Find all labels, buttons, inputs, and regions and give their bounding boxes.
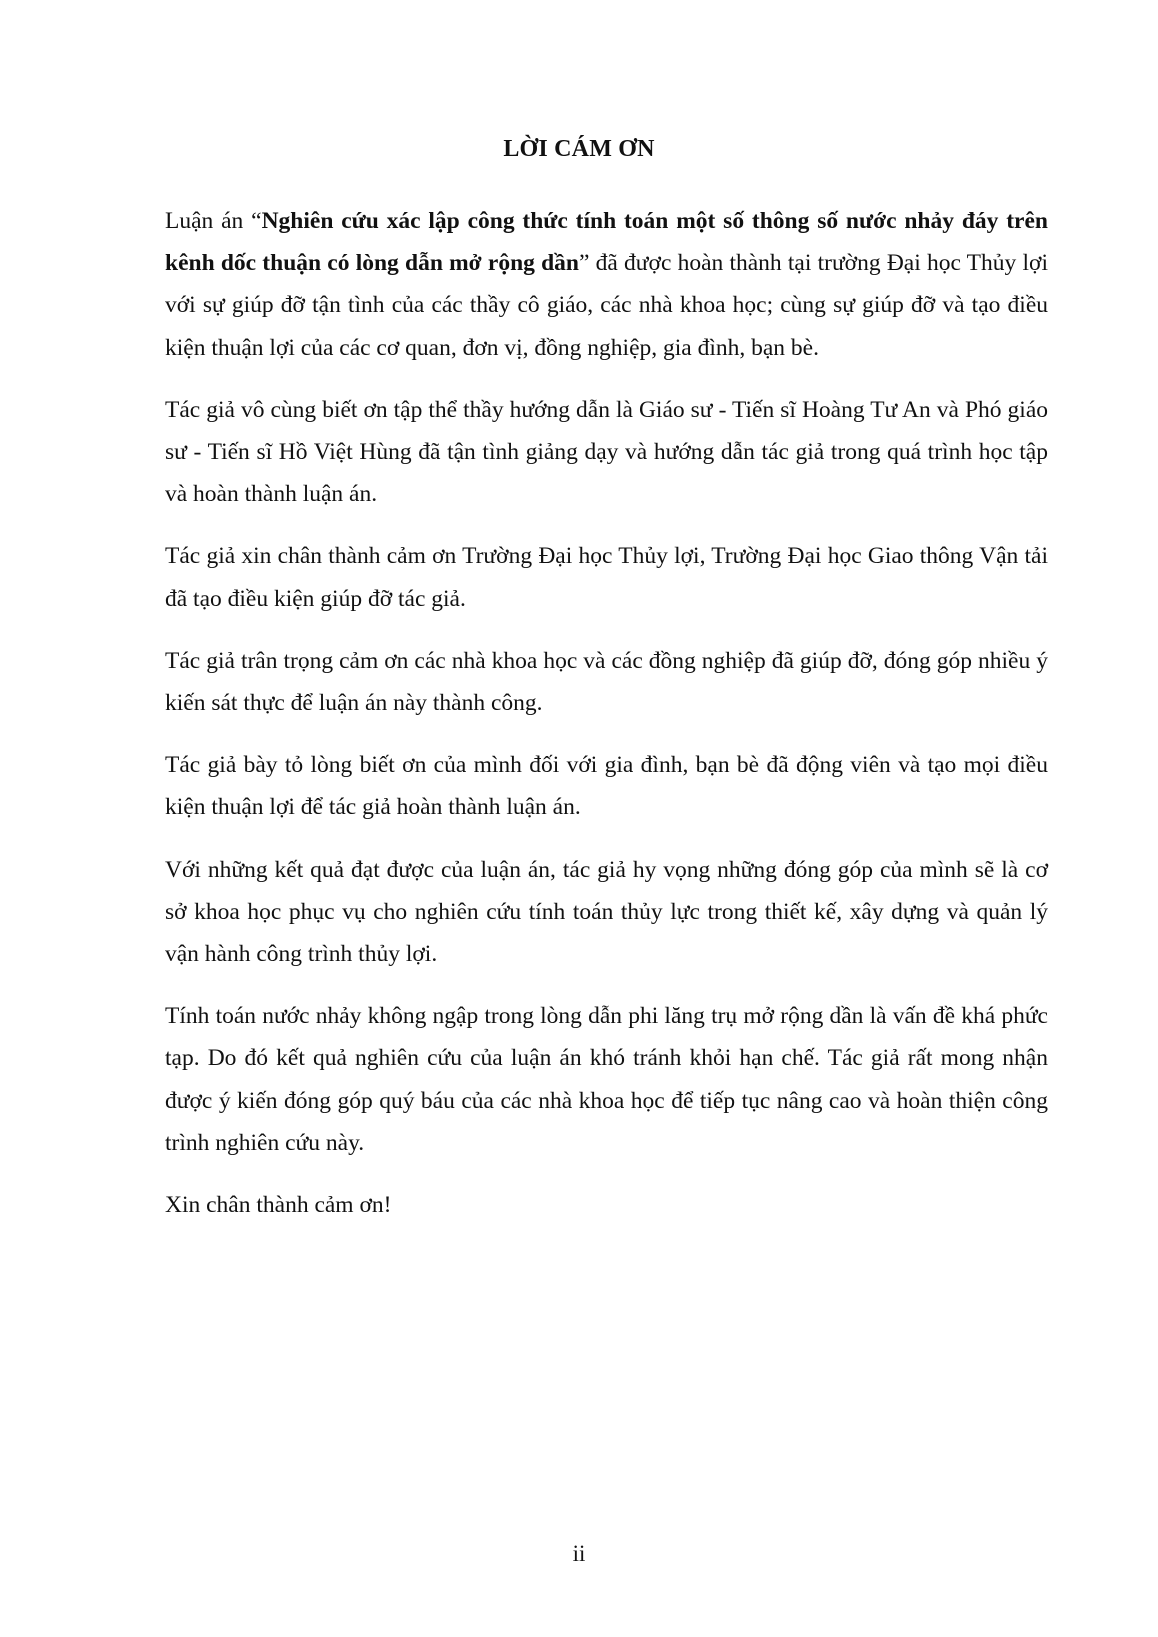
paragraph-suffix: ” đã được hoàn thành tại trường Đại học Thủy lợi với sự giúp đỡ tận tình của các thầy cô giáo, các nhà khoa học; cùng sự giúp đỡ và tạo điều kiện thuận lợi của các cơ quan, đơn vị, đồng nghiệp, gia đình, bạn bè. <box>165 250 1048 361</box>
paragraph-colleagues: Tác giả trân trọng cảm ơn các nhà khoa học và các đồng nghiệp đã giúp đỡ, đóng góp nhiều ý kiến sát thực để luận án này thành công. <box>165 647 1048 717</box>
thesis-title: Nghiên cứu xác lập công thức tính toán một số thông số nước nhảy đáy trên kênh dốc thuận có lòng dẫn mở rộng dần <box>165 208 1048 277</box>
page-number: ii <box>572 1541 586 1566</box>
paragraph-advisors: Tác giả vô cùng biết ơn tập thể thầy hướng dẫn là Giáo sư - Tiến sĩ Hoàng Tư An và Phó giáo sư - Tiến sĩ Hồ Việt Hùng đã tận tình giảng dạy và hướng dẫn tác giả trong quá trình học tập và hoàn thành luận án. <box>165 396 1048 508</box>
paragraph-universities: Tác giả xin chân thành cảm ơn Trường Đại học Thủy lợi, Trường Đại học Giao thông Vận tải đã tạo điều kiện giúp đỡ tác giả. <box>165 543 1048 612</box>
paragraph-prefix: Luận án “ <box>165 208 262 234</box>
paragraph-family: Tác giả bày tỏ lòng biết ơn của mình đối với gia đình, bạn bè đã động viên và tạo mọi điều kiện thuận lợi để tác giả hoàn thành luận án. <box>165 752 1048 821</box>
paragraph-thesis-intro <box>165 200 1048 369</box>
paragraph-closing: Xin chân thành cảm ơn! <box>165 1192 392 1219</box>
page-title: LỜI CÁM ƠN <box>503 136 655 162</box>
acknowledgement-body <box>165 200 1048 1226</box>
paragraph-limitations: Tính toán nước nhảy không ngập trong lòng dẫn phi lăng trụ mở rộng dần là vấn đề khá phức tạp. Do đó kết quả nghiên cứu của luận án khó tránh khỏi hạn chế. Tác giả rất mong nhận được ý kiến đóng góp quý báu của các nhà khoa học để tiếp tục nâng cao và hoàn thiện công trình nghiên cứu này. <box>165 1003 1048 1156</box>
paragraph-results: Với những kết quả đạt được của luận án, tác giả hy vọng những đóng góp của mình sẽ là cơ sở khoa học phục vụ cho nghiên cứu tính toán thủy lực trong thiết kế, xây dựng và quản lý vận hành công trình thủy lợi. <box>165 856 1048 968</box>
